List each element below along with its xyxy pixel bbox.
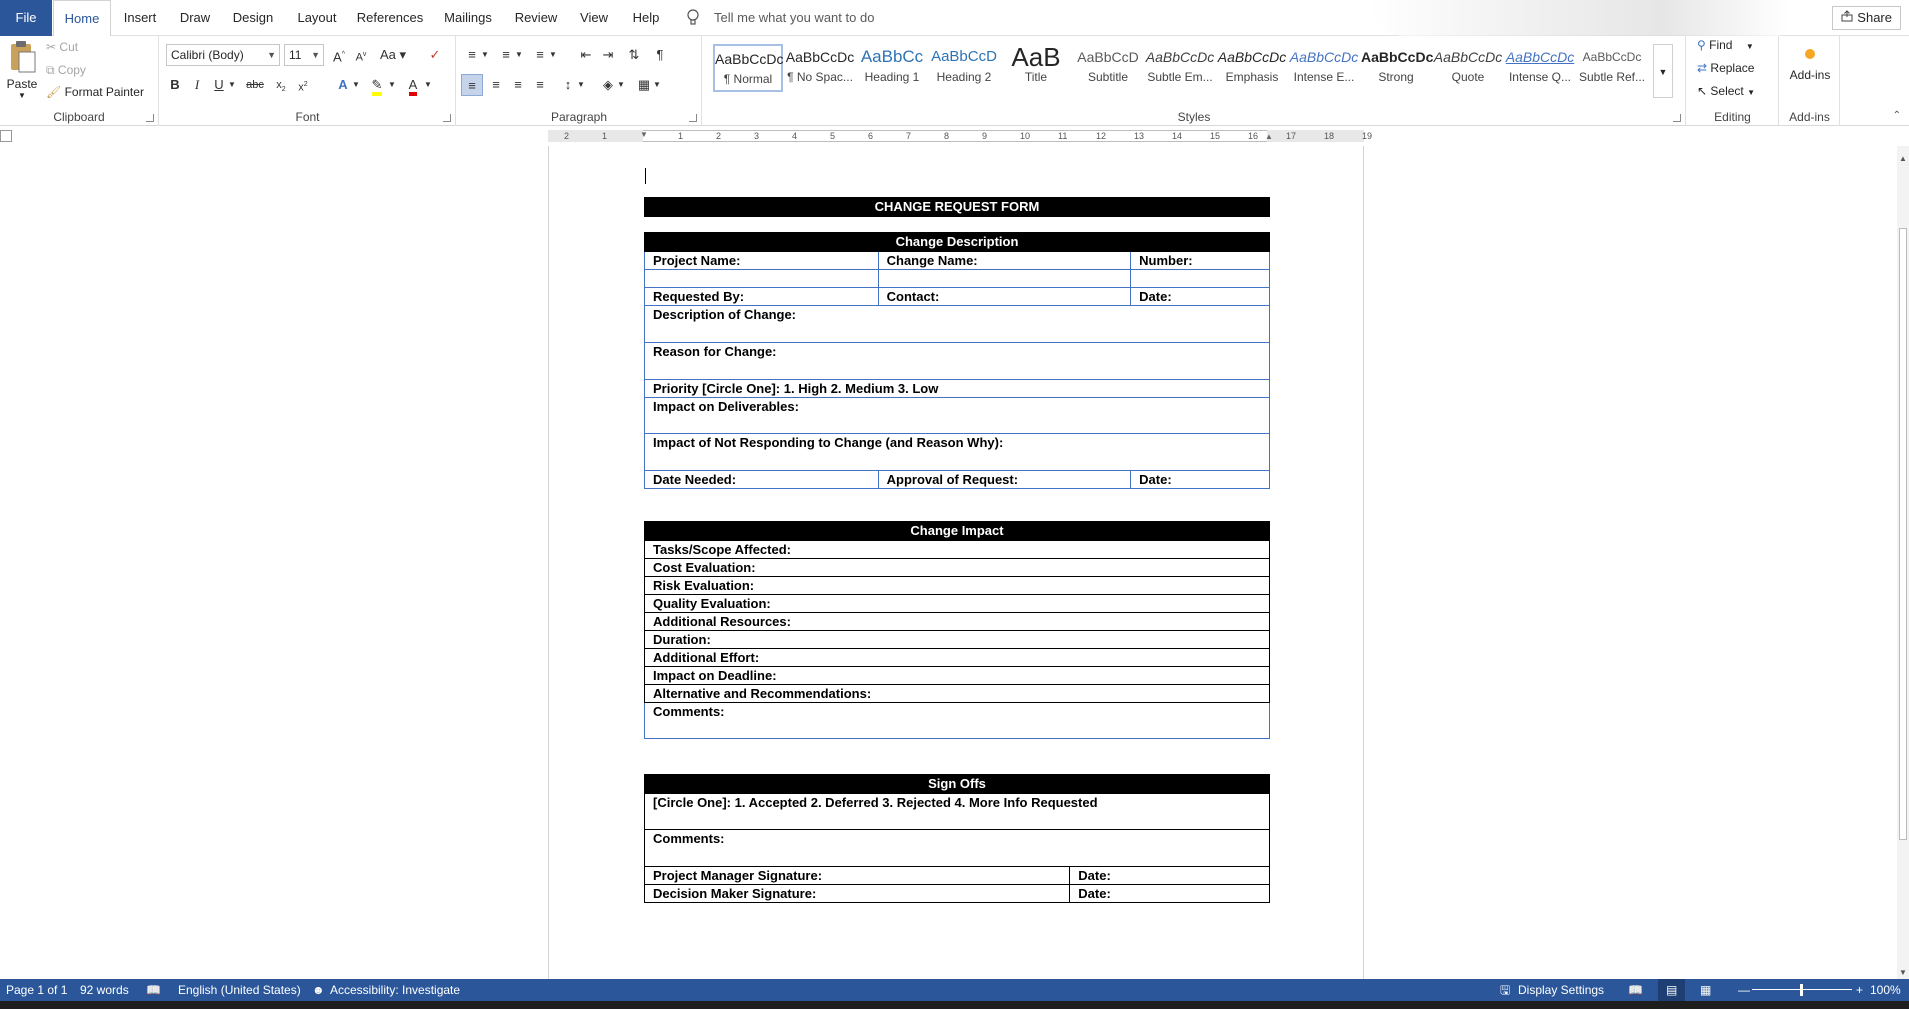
sign-offs-table <box>644 774 1270 903</box>
document-area[interactable] <box>0 146 1897 979</box>
ruler-number: 11 <box>1058 131 1068 141</box>
find-button[interactable] <box>1697 38 1754 52</box>
subscript-icon[interactable]: $x_2$ <box>276 79 286 94</box>
chevron-down-icon: ▼ <box>18 91 26 100</box>
sort-icon[interactable]: ⇅ <box>628 47 640 62</box>
group-clipboard <box>0 36 159 126</box>
description-of-change-cell[interactable]: Description of Change: <box>645 306 1270 343</box>
justify-icon[interactable]: ≡ <box>536 77 544 92</box>
style-preview: AaBbCcDc <box>785 49 855 65</box>
tab-draw[interactable]: Draw <box>179 10 211 25</box>
ruler-number: 1 <box>678 131 684 141</box>
addins-button[interactable] <box>1786 40 1834 82</box>
style-preview: AaBbCcDc <box>1433 49 1503 65</box>
reason-for-change-cell[interactable]: Reason for Change: <box>645 343 1270 380</box>
paste-button[interactable] <box>6 40 38 100</box>
cut-button[interactable] <box>46 40 78 54</box>
addins-group-label: Add-ins <box>1789 110 1830 124</box>
style-normal[interactable] <box>713 44 783 92</box>
ruler-number: 10 <box>1020 131 1031 141</box>
style-preview: AaBbCcDc <box>1289 49 1359 65</box>
ruler-number: 8 <box>944 131 950 141</box>
first-line-indent-marker[interactable]: ▼ <box>640 130 648 139</box>
tasks-scope-cell[interactable]: Tasks/Scope Affected: <box>645 541 1270 559</box>
font-name-combo[interactable] <box>166 44 280 66</box>
change-description-header: Change Description <box>645 233 1270 252</box>
replace-button[interactable] <box>1697 61 1754 75</box>
style-name: Subtitle <box>1087 70 1129 84</box>
style-preview: AaBbCcDc <box>1361 49 1434 65</box>
line-spacing-icon[interactable]: ↕ <box>564 77 572 92</box>
collapse-ribbon-icon[interactable]: ⌃ <box>1892 110 1901 121</box>
paintbrush-icon: 🖌 <box>46 85 62 99</box>
ruler-number: 16 <box>1248 131 1259 141</box>
change-description-table <box>644 232 1270 489</box>
superscript-icon[interactable]: $x^2$ <box>298 81 308 94</box>
tab-layout[interactable]: Layout <box>297 10 337 25</box>
borders-icon[interactable]: ▦ <box>637 77 651 92</box>
tab-selector[interactable] <box>0 130 12 142</box>
grow-font-icon[interactable]: A^ <box>333 49 345 65</box>
style-name: Quote <box>1451 70 1485 84</box>
date-cell[interactable]: Date: <box>1131 471 1270 489</box>
style-preview: AaBbCcDc <box>1582 50 1642 64</box>
dm-date-cell[interactable]: Date: <box>1070 885 1270 903</box>
alternatives-cell[interactable]: Alternative and Recommendations: <box>645 685 1270 703</box>
replace-icon: ⇄ <box>1697 61 1708 75</box>
style-emphasis[interactable] <box>1217 44 1287 92</box>
style-name: Heading 2 <box>936 70 992 84</box>
group-paragraph <box>457 36 702 126</box>
style-subtitle[interactable] <box>1073 44 1143 92</box>
duration-cell[interactable]: Duration: <box>645 631 1270 649</box>
ruler-number: 14 <box>1172 131 1183 141</box>
copy-button[interactable] <box>46 63 86 78</box>
align-left-icon[interactable]: ≡ <box>461 74 483 96</box>
number-cell[interactable]: Number: <box>1131 252 1270 270</box>
styles-gallery-more-button[interactable]: ▼ <box>1653 44 1673 98</box>
bullets-icon[interactable]: ≡ <box>468 47 476 62</box>
empty-cell[interactable] <box>645 270 879 288</box>
display-settings-icon[interactable]: 🖫 <box>1500 983 1511 997</box>
select-label: Select <box>1710 84 1744 98</box>
highlight-icon[interactable]: ✎ <box>366 74 388 96</box>
search-icon: ⚲ <box>1697 38 1706 52</box>
ruler-number: 9 <box>982 131 988 141</box>
print-layout-icon[interactable]: ▤ <box>1658 979 1685 1001</box>
sign-offs-comments-cell[interactable]: Comments: <box>645 830 1270 867</box>
pm-date-cell[interactable]: Date: <box>1070 867 1270 885</box>
style-quote[interactable] <box>1433 44 1503 92</box>
font-size-combo[interactable] <box>284 44 324 66</box>
date-cell[interactable]: Date: <box>1131 288 1270 306</box>
ruler-number: 12 <box>1096 131 1107 141</box>
additional-effort-cell[interactable]: Additional Effort: <box>645 649 1270 667</box>
style-preview: AaBbCc <box>860 47 924 66</box>
zoom-out-icon[interactable]: — <box>1738 983 1750 997</box>
web-layout-icon[interactable]: ▦ <box>1700 983 1712 997</box>
align-center-icon[interactable]: ≡ <box>492 77 500 92</box>
copy-label: Copy <box>57 63 86 77</box>
ruler-number: 1 <box>602 131 608 141</box>
style-strong[interactable] <box>1361 44 1434 92</box>
read-mode-icon[interactable]: 📖 <box>1628 983 1643 997</box>
ruler-number: 2 <box>564 131 570 141</box>
form-title-table <box>644 197 1270 217</box>
style-heading-1[interactable] <box>857 44 927 92</box>
sign-offs-header: Sign Offs <box>645 775 1270 794</box>
ruler-number: 19 <box>1362 131 1373 141</box>
lightbulb-icon <box>686 9 700 27</box>
zoom-level[interactable]: 100% <box>1870 983 1901 997</box>
additional-resources-cell[interactable]: Additional Resources: <box>645 613 1270 631</box>
dm-signature-cell[interactable]: Decision Maker Signature: <box>645 885 1070 903</box>
ruler-number: 4 <box>792 131 798 141</box>
style-preview: AaBbCcDc <box>1217 49 1287 65</box>
format-painter-label: Format Painter <box>64 85 144 99</box>
text-cursor <box>645 168 646 184</box>
text-effects-icon[interactable]: A <box>338 77 348 92</box>
style-name: Intense Q... <box>1508 70 1572 84</box>
ruler-number: 13 <box>1134 131 1145 141</box>
scrollbar-thumb[interactable] <box>1899 228 1907 840</box>
style-name: Emphasis <box>1225 70 1279 84</box>
style-name: Subtle Ref... <box>1578 70 1646 84</box>
paste-label: Paste <box>6 77 38 91</box>
zoom-slider-thumb[interactable] <box>1800 984 1803 996</box>
font-size-value: 11 <box>289 48 302 62</box>
group-editing <box>1687 36 1779 126</box>
clipboard-group-label: Clipboard <box>53 110 105 124</box>
styles-dialog-launcher[interactable] <box>1673 114 1681 122</box>
tell-me-search[interactable]: Tell me what you want to do <box>714 10 875 25</box>
group-addins <box>1780 36 1840 126</box>
proofing-icon[interactable]: 📖 <box>146 983 161 997</box>
approval-of-request-cell[interactable]: Approval of Request: <box>878 471 1131 489</box>
ruler-number: 3 <box>754 131 760 141</box>
chevron-down-icon[interactable]: ▼ <box>515 50 523 59</box>
align-right-icon[interactable]: ≡ <box>514 77 522 92</box>
shading-icon[interactable]: ◈ <box>603 77 613 92</box>
scroll-down-icon[interactable]: ▼ <box>1899 968 1907 977</box>
accessibility-status[interactable]: Accessibility: Investigate <box>330 983 461 997</box>
impact-on-deliverables-cell[interactable]: Impact on Deliverables: <box>645 398 1270 434</box>
ruler-number: 17 <box>1286 131 1297 141</box>
ruler-number: 18 <box>1324 131 1335 141</box>
page-count[interactable]: Page 1 of 1 <box>6 983 68 997</box>
style-name: ¶ No Spac... <box>787 70 853 84</box>
ribbon-tab-bar <box>0 0 1909 36</box>
right-indent-marker[interactable]: ▲ <box>1265 132 1273 141</box>
project-name-cell[interactable]: Project Name: <box>645 252 879 270</box>
cut-label: Cut <box>59 40 79 54</box>
requested-by-cell[interactable]: Requested By: <box>645 288 879 306</box>
tab-file[interactable]: File <box>0 0 52 36</box>
ruler-number: 5 <box>830 131 836 141</box>
contact-cell[interactable]: Contact: <box>878 288 1131 306</box>
shrink-font-icon[interactable]: $A^v$ <box>355 51 367 64</box>
chevron-down-icon: ▼ <box>311 50 320 60</box>
font-name-value: Calibri (Body) <box>171 48 244 62</box>
find-label: Find <box>1709 38 1733 52</box>
risk-evaluation-cell[interactable]: Risk Evaluation: <box>645 577 1270 595</box>
tab-mailings[interactable]: Mailings <box>444 10 492 25</box>
bold-icon[interactable]: B <box>170 77 180 92</box>
format-painter-button[interactable] <box>46 85 144 99</box>
style-title[interactable] <box>1001 44 1071 92</box>
style-preview: AaBbCcD <box>931 48 997 65</box>
tab-review[interactable]: Review <box>514 10 558 25</box>
copy-icon: ⧉ <box>46 63 55 77</box>
style-heading-2[interactable] <box>929 44 999 92</box>
change-impact-header: Change Impact <box>645 522 1270 541</box>
impact-on-deadline-cell[interactable]: Impact on Deadline: <box>645 667 1270 685</box>
display-settings[interactable]: Display Settings <box>1518 983 1605 997</box>
style-preview: AaB <box>1011 42 1061 72</box>
chevron-down-icon[interactable]: ▼ <box>424 80 432 89</box>
chevron-down-icon[interactable]: ▼ <box>352 80 360 89</box>
language[interactable]: English (United States) <box>178 983 301 997</box>
tab-insert[interactable]: Insert <box>123 10 157 25</box>
date-needed-cell[interactable]: Date Needed: <box>645 471 879 489</box>
chevron-down-icon[interactable]: ▼ <box>549 50 557 59</box>
chevron-down-icon[interactable]: ▼ <box>388 80 396 89</box>
font-dialog-launcher[interactable] <box>443 114 451 122</box>
scissors-icon: ✂ <box>46 40 57 54</box>
style-preview: AaBbCcD <box>1077 49 1139 65</box>
chevron-down-icon[interactable]: ▼ <box>653 80 661 89</box>
chevron-down-icon: ▼ <box>1745 42 1754 51</box>
horizontal-ruler[interactable] <box>548 130 1373 142</box>
chevron-down-icon[interactable]: ▼ <box>481 50 489 59</box>
font-color-icon[interactable]: A <box>402 74 424 96</box>
change-name-cell[interactable]: Change Name: <box>878 252 1131 270</box>
document-page[interactable] <box>548 146 1364 979</box>
chevron-down-icon: ▼ <box>1747 88 1756 97</box>
font-group-label: Font <box>295 110 320 124</box>
addins-icon <box>1786 40 1834 68</box>
share-button[interactable] <box>1832 6 1901 30</box>
clear-formatting-icon[interactable]: ✓ <box>429 47 441 62</box>
tab-design[interactable]: Design <box>232 10 274 25</box>
style-name: Subtle Em... <box>1147 70 1213 84</box>
circle-one-cell[interactable]: [Circle One]: 1. Accepted 2. Deferred 3. Rejected 4. More Info Requested <box>645 794 1270 830</box>
vertical-scrollbar[interactable] <box>1897 146 1909 979</box>
style-name: Strong <box>1378 70 1414 84</box>
scroll-up-icon[interactable]: ▲ <box>1899 154 1907 163</box>
chevron-down-icon[interactable]: ▼ <box>617 80 625 89</box>
style-subtle-emphasis[interactable] <box>1145 44 1215 92</box>
priority-cell[interactable]: Priority [Circle One]: 1. High 2. Medium 3. Low <box>645 380 1270 398</box>
style-preview: AaBbCcDc <box>1145 49 1215 65</box>
ruler-number: 6 <box>868 131 874 141</box>
ribbon-home <box>0 36 1909 126</box>
style-intense-quote[interactable] <box>1505 44 1575 92</box>
select-button[interactable] <box>1697 84 1755 98</box>
paragraph-group-label: Paragraph <box>550 110 608 124</box>
paragraph-dialog-launcher[interactable] <box>689 114 697 122</box>
ruler-number: 7 <box>906 131 912 141</box>
chevron-down-icon[interactable]: ▼ <box>228 80 236 89</box>
chevron-down-icon[interactable]: ▼ <box>577 80 585 89</box>
cursor-icon: ↖ <box>1697 84 1708 98</box>
tab-home[interactable]: Home <box>53 0 111 37</box>
impact-of-not-responding-cell[interactable]: Impact of Not Responding to Change (and Reason Why): <box>645 434 1270 471</box>
zoom-in-icon[interactable]: + <box>1856 983 1864 997</box>
style-name: Intense E... <box>1293 70 1355 84</box>
underline-icon[interactable]: U <box>214 77 224 92</box>
multilevel-list-icon[interactable]: ≡ <box>536 47 544 62</box>
form-title: CHANGE REQUEST FORM <box>645 198 1270 217</box>
style-name: ¶ Normal <box>723 72 773 86</box>
comments-cell[interactable]: Comments: <box>645 703 1270 739</box>
pm-signature-cell[interactable]: Project Manager Signature: <box>645 867 1070 885</box>
status-bar <box>0 979 1909 1001</box>
pilcrow-icon[interactable]: ¶ <box>656 47 664 62</box>
word-count[interactable]: 92 words <box>80 983 129 997</box>
group-styles <box>703 36 1686 126</box>
share-label: Share <box>1857 10 1892 25</box>
style-preview: AaBbCcDc <box>1505 49 1575 65</box>
style-name: Title <box>1024 70 1048 84</box>
strikethrough-icon[interactable]: abc <box>246 79 264 91</box>
change-case-icon[interactable]: Aa ▾ <box>379 47 407 62</box>
styles-group-label: Styles <box>1177 110 1211 124</box>
italic-icon[interactable]: I <box>194 77 200 92</box>
cost-evaluation-cell[interactable]: Cost Evaluation: <box>645 559 1270 577</box>
change-impact-table <box>644 521 1270 739</box>
clipboard-dialog-launcher[interactable] <box>146 114 154 122</box>
ruler-number: 2 <box>716 131 722 141</box>
paste-icon <box>6 40 38 77</box>
chevron-down-icon: ▼ <box>267 50 276 60</box>
editing-group-label: Editing <box>1714 110 1751 124</box>
increase-indent-icon[interactable]: ⇥ <box>602 47 614 62</box>
style-name: Heading 1 <box>864 70 920 84</box>
share-icon <box>1841 7 1853 29</box>
style-intense-emphasis[interactable] <box>1289 44 1359 92</box>
quality-evaluation-cell[interactable]: Quality Evaluation: <box>645 595 1270 613</box>
decrease-indent-icon[interactable]: ⇤ <box>580 47 592 62</box>
taskbar-strip <box>0 1001 1909 1009</box>
empty-cell[interactable] <box>878 270 1131 288</box>
ruler-number: 15 <box>1210 131 1221 141</box>
numbering-icon[interactable]: ≡ <box>502 47 510 62</box>
addins-button-label: Add-ins <box>1789 68 1831 82</box>
replace-label: Replace <box>1710 61 1755 75</box>
style-no-spacing[interactable] <box>785 44 855 92</box>
tab-view[interactable]: View <box>580 10 608 25</box>
title-bar-decoration <box>1369 0 1789 36</box>
style-preview: AaBbCcDc <box>715 51 784 67</box>
tab-help[interactable]: Help <box>632 10 660 25</box>
style-subtle-reference[interactable] <box>1577 44 1647 92</box>
group-font <box>160 36 456 126</box>
tab-references[interactable]: References <box>356 10 424 25</box>
accessibility-icon[interactable]: ☻ <box>312 983 325 997</box>
empty-cell[interactable] <box>1131 270 1270 288</box>
